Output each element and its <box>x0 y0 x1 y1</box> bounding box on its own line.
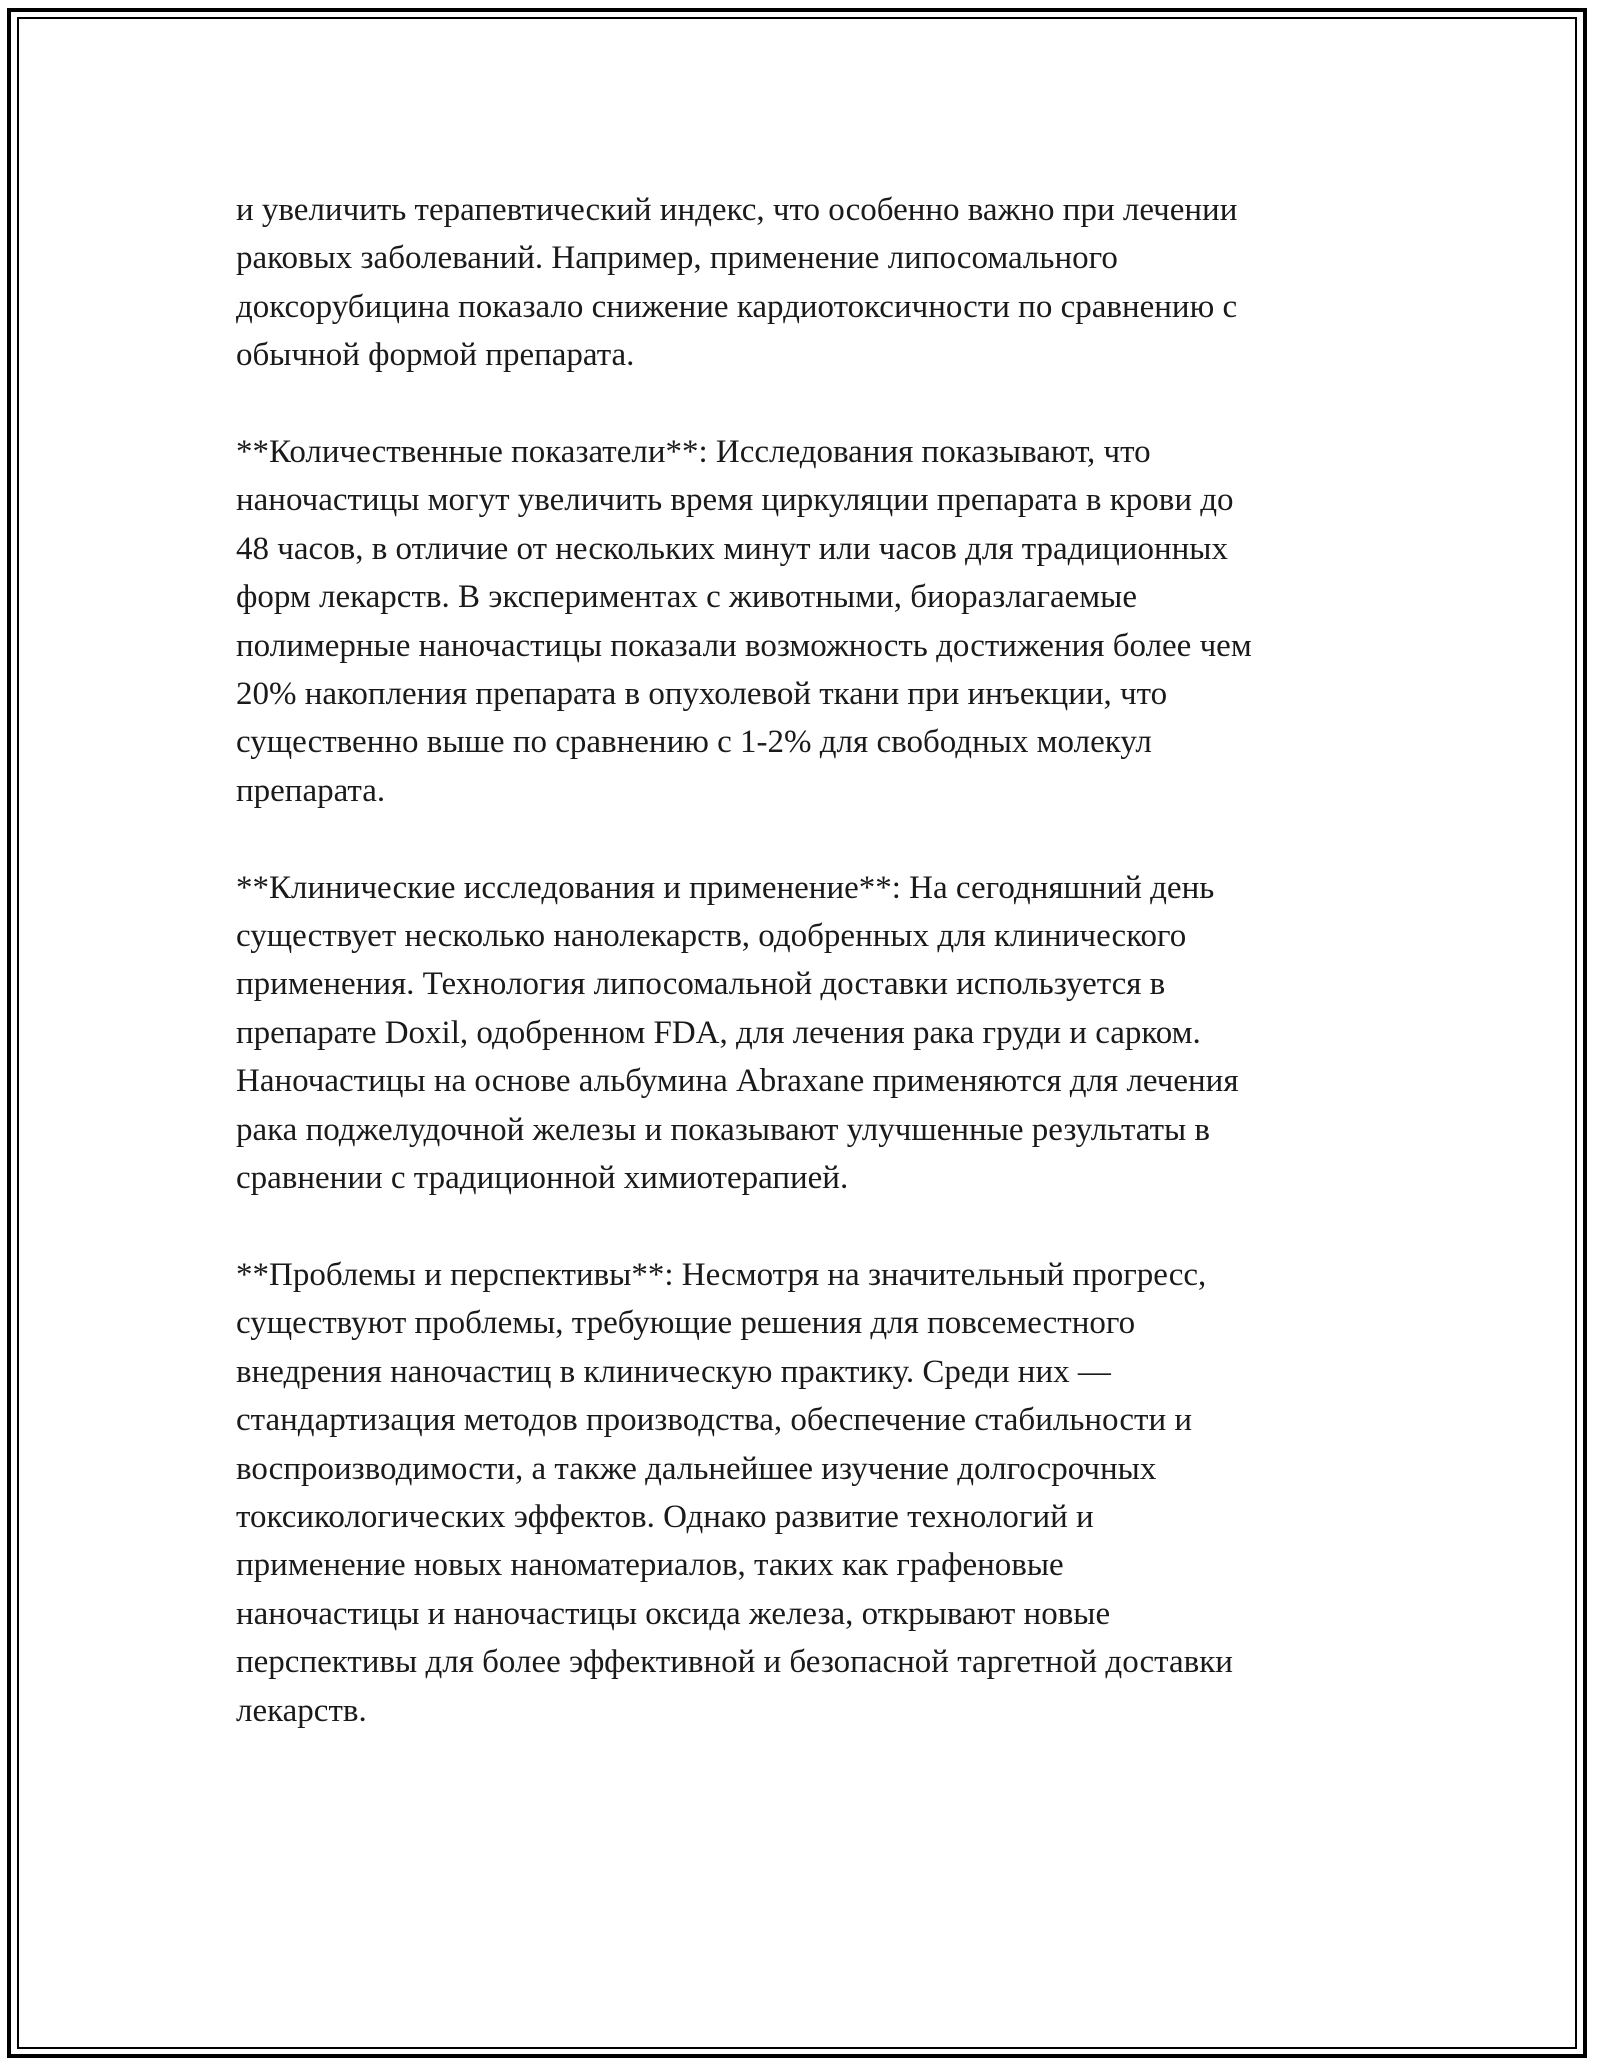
text-line: Наночастицы на основе альбумина Abraxane применяются для лечения <box>236 1063 1239 1100</box>
text-line: стандартизация методов производства, обеспечение стабильности и <box>236 1402 1193 1439</box>
text-line: применение новых наноматериалов, таких как графеновые <box>236 1547 1064 1584</box>
text-line: обычной формой препарата. <box>236 337 635 374</box>
text-line: рака поджелудочной железы и показывают улучшенные результаты в <box>236 1111 1211 1148</box>
text-line: сравнении с традиционной химиотерапией. <box>236 1160 849 1197</box>
text-line: раковых заболеваний. Например, применение липосомального <box>236 240 1118 277</box>
text-line: доксорубицина показало снижение кардиотоксичности по сравнению с <box>236 288 1238 325</box>
text-line: препарате Doxil, одобренном FDA, для лечения рака груди и сарком. <box>236 1014 1201 1051</box>
text-line: полимерные наночастицы показали возможность достижения более чем <box>236 627 1252 664</box>
text-line: препарата. <box>236 772 386 809</box>
text-line: **Проблемы и перспективы**: Несмотря на значительный прогресс, <box>236 1256 1207 1293</box>
text-line: форм лекарств. В экспериментах с животными, биоразлагаемые <box>236 579 1137 616</box>
text-line: 20% накопления препарата в опухолевой ткани при инъекции, что <box>236 676 1168 713</box>
text-line: токсикологических эффектов. Однако развитие технологий и <box>236 1498 1094 1535</box>
text-line: лекарств. <box>236 1692 367 1729</box>
text-line: внедрения наночастиц в клиническую практику. Среди них — <box>236 1353 1111 1390</box>
text-line: воспроизводимости, а также дальнейшее изучение долгосрочных <box>236 1450 1157 1487</box>
text-line: и увеличить терапевтический индекс, что особенно важно при лечении <box>236 192 1238 228</box>
text-line: **Клинические исследования и применение**: На сегодняшний день <box>236 869 1215 906</box>
text-line: существуют проблемы, требующие решения для повсеместного <box>236 1305 1136 1342</box>
text-line: **Количественные показатели**: Исследования показывают, что <box>236 434 1151 471</box>
paragraph-clinical-research <box>236 864 1386 1203</box>
paragraph-therapeutic-index <box>236 186 1386 380</box>
paragraph-quantitative-indicators <box>236 428 1386 815</box>
text-line: наночастицы могут увеличить время циркуляции препарата в крови до <box>236 482 1234 519</box>
text-line: наночастицы и наночастицы оксида железа, открывают новые <box>236 1595 1111 1632</box>
text-line: перспективы для более эффективной и безопасной таргетной доставки <box>236 1644 1233 1681</box>
text-line: 48 часов, в отличие от нескольких минут или часов для традиционных <box>236 530 1228 567</box>
text-line: существует несколько нанолекарств, одобренных для клинического <box>236 918 1187 955</box>
document-body <box>236 186 1386 1783</box>
paragraph-problems-prospects <box>236 1251 1386 1735</box>
text-line: применения. Технология липосомальной доставки используется в <box>236 966 1166 1003</box>
text-line: существенно выше по сравнению с 1-2% для свободных молекул <box>236 724 1152 761</box>
